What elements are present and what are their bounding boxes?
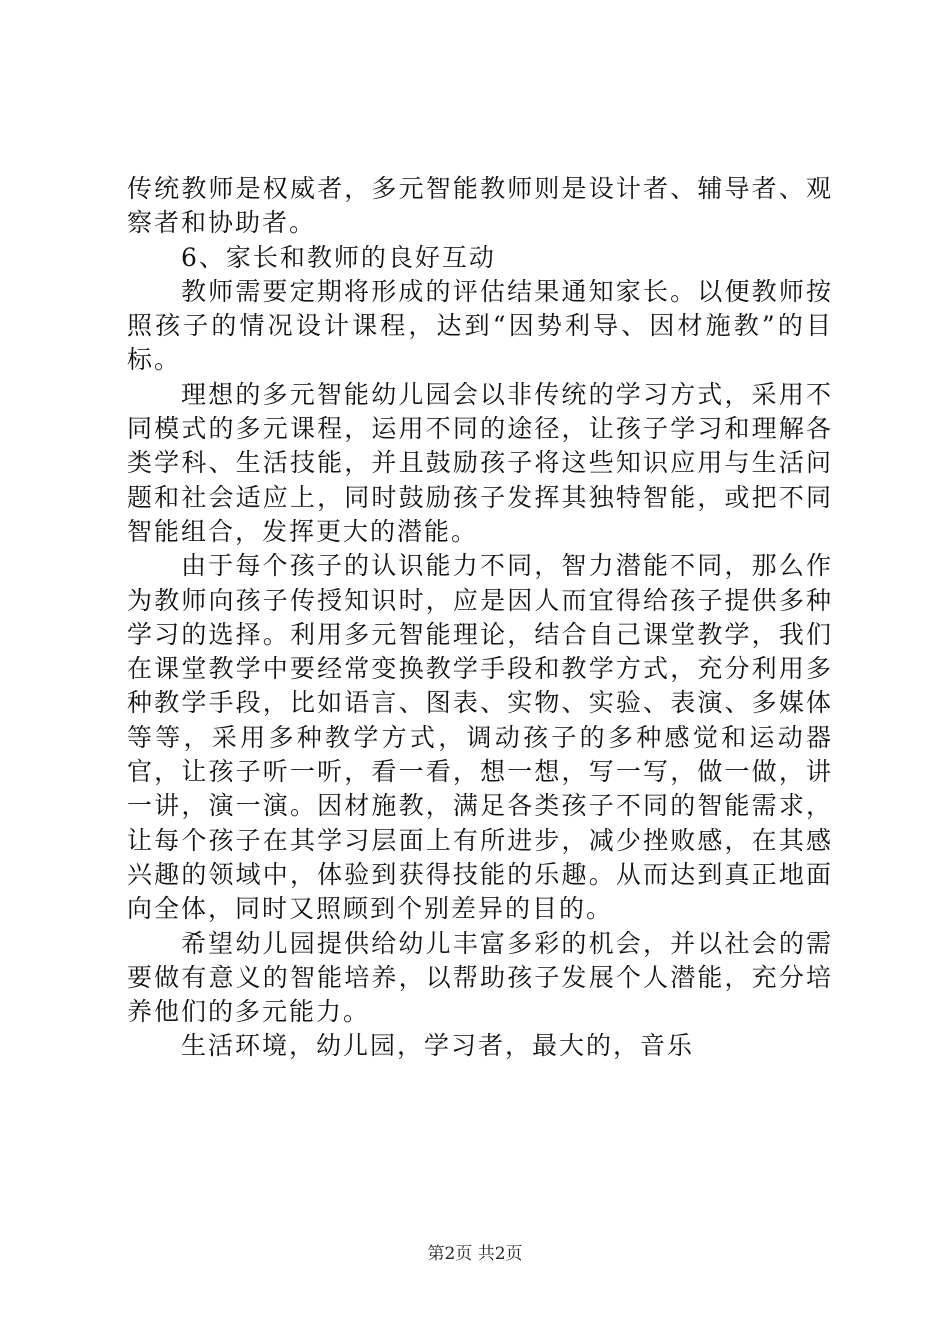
paragraph-3: 教师需要定期将形成的评估结果通知家长。以便教师按照孩子的情况设计课程，达到“因势利导、因材施教”的目标。 — [127, 276, 833, 375]
paragraph-4: 理想的多元智能幼儿园会以非传统的学习方式，采用不同模式的多元课程，运用不同的途径，让孩子学习和理解各类学科、生活技能，并且鼓励孩子将这些知识应用与生活问题和社会适应上，同时鼓励孩子发挥其独特智能，或把不同智能组合，发挥更大的潜能。 — [127, 379, 833, 546]
paragraph-7-keywords: 生活环境，幼儿园，学习者，最大的，音乐 — [181, 1031, 695, 1061]
page-number-footer: 第2页 共2页 — [427, 1244, 523, 1264]
paragraph-5: 由于每个孩子的认识能力不同，智力潜能不同，那么作为教师向孩子传授知识时，应是因人而宜得给孩子提供多种学习的选择。利用多元智能理论，结合自己课堂教学，我们在课堂教学中要经常变换教学手段和教学方式，充分利用多种教学手段，比如语言、图表、实物、实验、表演、多媒体等等，采用多种教学方式，调动孩子的多种感觉和运动器官，让孩子听一听，看一看，想一想，写一写，做一做，讲一讲，演一演。因材施教，满足各类孩子不同的智能需求，让每个孩子在其学习层面上有所进步，减少挫败感，在其感兴趣的领域中，体验到获得技能的乐趣。从而达到真正地面向全体，同时又照顾到个别差异的目的。 — [127, 551, 833, 924]
paragraph-6: 希望幼儿园提供给幼儿丰富多彩的机会，并以社会的需要做有意义的智能培养，以帮助孩子发展个人潜能，充分培养他们的多元能力。 — [127, 928, 833, 1027]
paragraph-2-heading: 6、家长和教师的良好互动 — [181, 242, 496, 272]
paragraph-1: 传统教师是权威者，多元智能教师则是设计者、辅导者、观察者和协助者。 — [127, 174, 833, 238]
document-body — [127, 172, 833, 1064]
